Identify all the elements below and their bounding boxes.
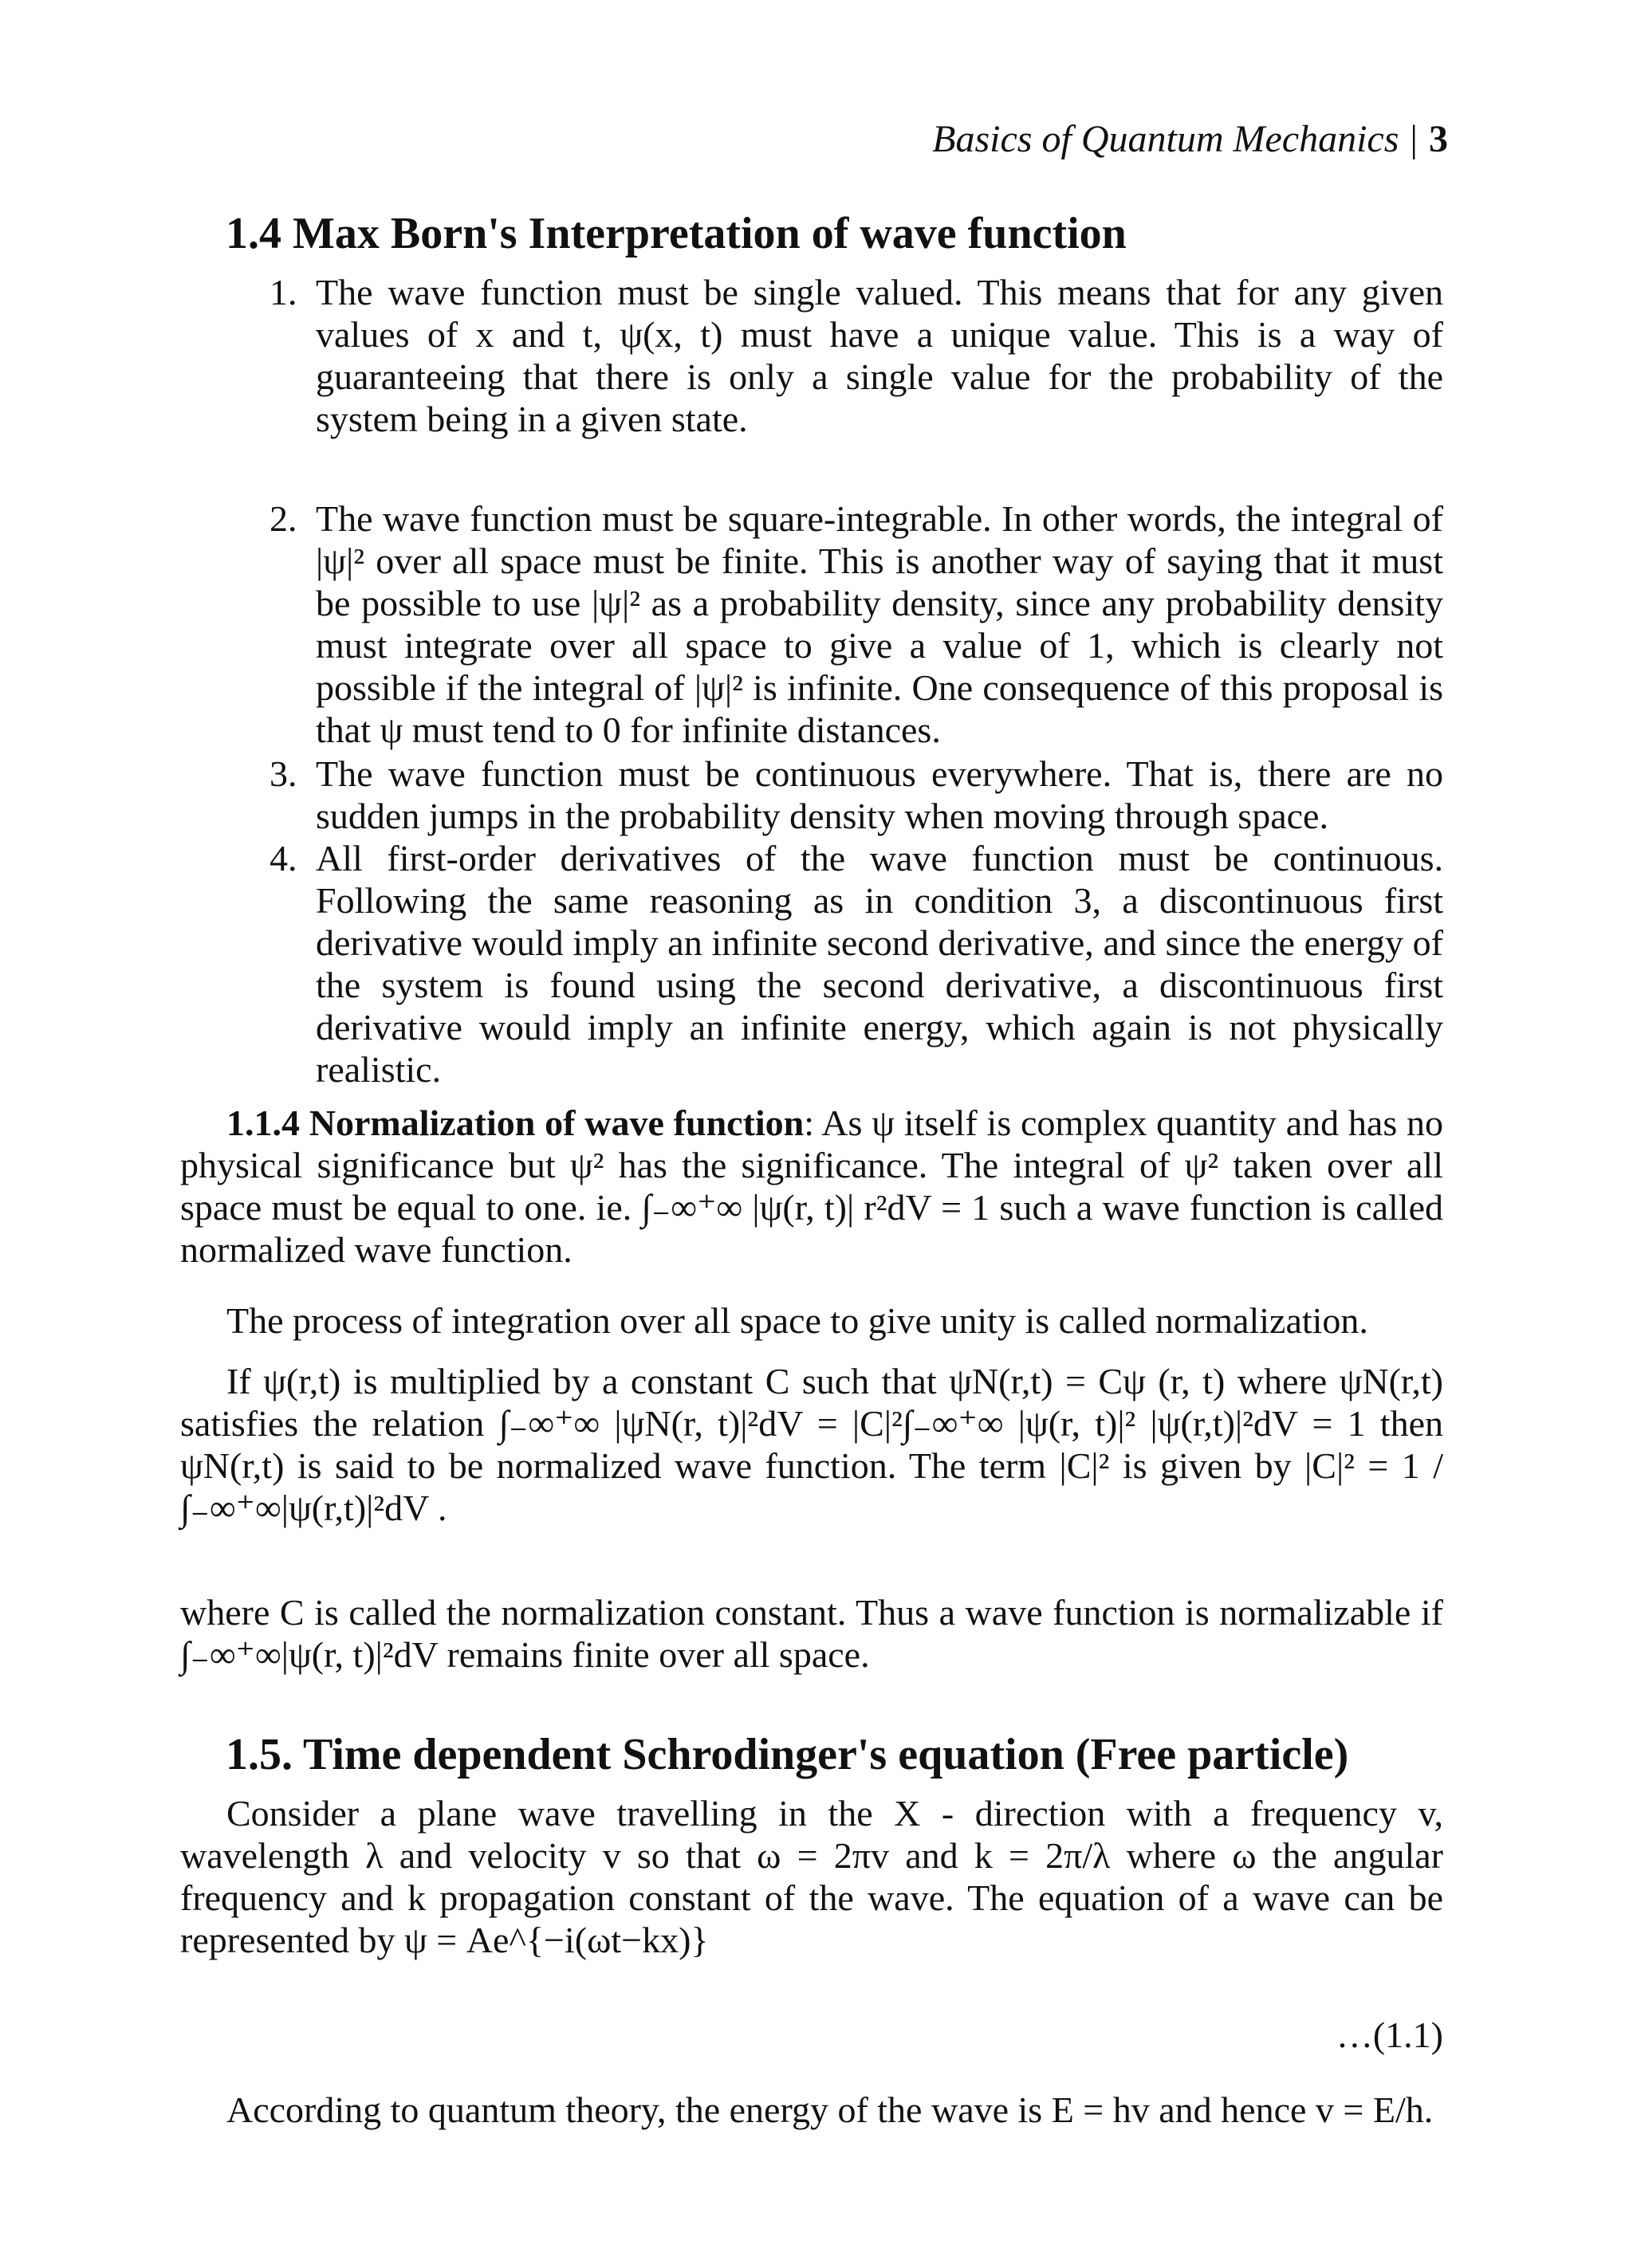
normalization-paragraph-4: where C is called the normalization constant. Thus a wave function is normalizable if ∫₋∞⁺∞|ψ(r, t)|²dV remains finite over all space. xyxy=(180,1592,1443,1675)
section-1-4-heading: 1.4 Max Born's Interpretation of wave function xyxy=(226,209,1127,258)
equation-number: …(1.1) xyxy=(1336,2014,1443,2055)
header-separator: | xyxy=(1410,118,1418,160)
normalization-p1-text: : As ψ itself is complex quantity and has no physical significance but ψ² has the significance. The integral of ψ² taken over all space must be equal to one. ie. ∫₋∞⁺∞ |ψ(r, t)| r²dV = 1 such a wave function is called normalized wave function. xyxy=(180,1103,1443,1270)
list-item-2-text: The wave function must be square-integrable. In other words, the integral of |ψ|² over all space must be finite. This is another way of saying that it must be possible to use |ψ|² as a probability density, since any probability density must integrate over all space to give a value of 1, which is clearly not possible if the integral of |ψ|² is infinite. One consequence of this proposal is that ψ must tend to 0 for infinite distances. xyxy=(316,498,1443,750)
page-number: 3 xyxy=(1429,118,1448,160)
normalization-heading: 1.1.4 Normalization of wave function xyxy=(226,1103,805,1143)
section-1-5-heading: 1.5. Time dependent Schrodinger's equation (Free particle) xyxy=(226,1730,1349,1779)
section-1-5-paragraph-2: According to quantum theory, the energy of the wave is E = hv and hence v = E/h. xyxy=(226,2089,1434,2130)
normalization-paragraph-1 xyxy=(180,1102,1443,1271)
normalization-paragraph-2: The process of integration over all space to give unity is called normalization. xyxy=(226,1300,1368,1341)
list-number-4: 4. xyxy=(270,838,297,879)
normalization-paragraph-3: If ψ(r,t) is multiplied by a constant C such that ψN(r,t) = Cψ (r, t) where ψN(r,t) satisfies the relation ∫₋∞⁺∞ |ψN(r, t)|²dV = |C|²∫₋∞⁺∞ |ψ(r, t)|² |ψ(r,t)|²dV = 1 then ψN(r,t) is said to be normalized wave function. The term |C|² is given by |C|² = 1 / ∫₋∞⁺∞|ψ(r,t)|²dV . xyxy=(180,1361,1443,1528)
list-number-3: 3. xyxy=(270,753,297,794)
section-1-5-paragraph-1: Consider a plane wave travelling in the X - direction with a frequency v, wavelength λ and velocity v so that ω = 2πv and k = 2π/λ where ω the angular frequency and k propagation constant of the wave. The equation of a wave can be represented by ψ = Ae^{−i(ωt−kx)} xyxy=(180,1793,1443,1960)
list-number-2: 2. xyxy=(270,498,297,539)
list-item-1-text: The wave function must be single valued. This means that for any given values of x and t, ψ(x, t) must have a unique value. This is a way of guaranteeing that there is only a single value for the probability of the system being in a given state. xyxy=(316,272,1443,439)
list-number-1: 1. xyxy=(270,272,297,312)
list-item-4-text: All first-order derivatives of the wave function must be continuous. Following the same reasoning as in condition 3, a discontinuous first derivative would imply an infinite second derivative, and since the energy of the system is found using the second derivative, a discontinuous first derivative would imply an infinite energy, which again is not physically realistic. xyxy=(316,838,1443,1090)
header-title: Basics of Quantum Mechanics xyxy=(932,118,1399,160)
list-item-3-text: The wave function must be continuous everywhere. That is, there are no sudden jumps in the probability density when moving through space. xyxy=(316,753,1443,836)
running-header xyxy=(932,113,1448,166)
